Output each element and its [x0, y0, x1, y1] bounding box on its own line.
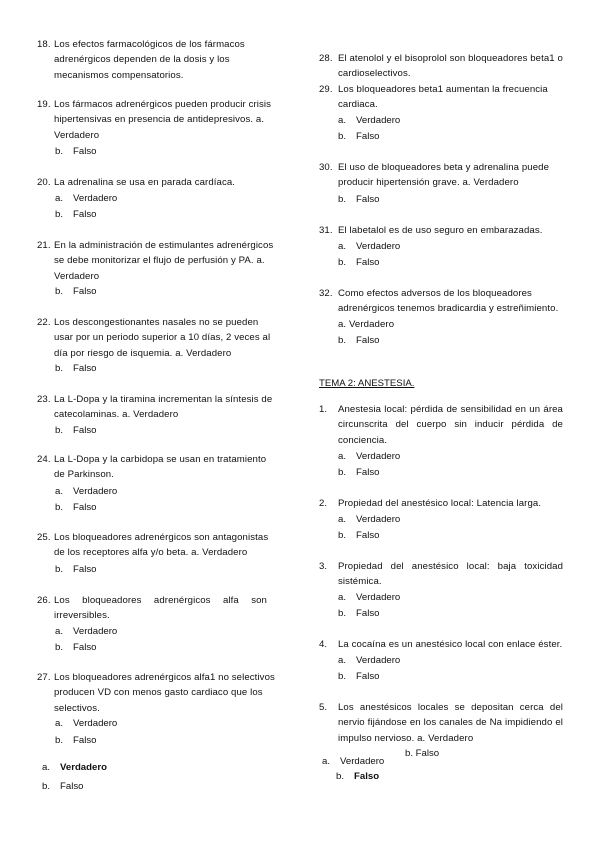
- option-b[interactable]: [338, 465, 379, 480]
- option-b[interactable]: [55, 361, 96, 376]
- question-number: 26.: [37, 595, 51, 606]
- option-letter: b.: [55, 363, 64, 374]
- footer-option-a[interactable]: [322, 754, 384, 769]
- anestesia-question-3: [319, 559, 563, 590]
- question-32: [319, 286, 565, 332]
- question-text: Como efectos adversos de los bloqueadores adrenérgicos tenemos bradicardia y estreñimiento. a. Verdadero: [338, 288, 559, 330]
- question-text: El atenolol y el bisoprolol son bloqueadores beta1 o cardioselectivos.: [338, 53, 563, 80]
- option-letter: a.: [55, 193, 64, 204]
- question-text: En la administración de estimulantes adrenérgicos se debe monitorizar el flujo de perfusión y PA. a. Verdadero: [54, 240, 274, 282]
- option-a[interactable]: [338, 113, 400, 128]
- question-text: La L-Dopa y la carbidopa se usan en tratamiento de Parkinson.: [54, 454, 267, 481]
- option-letter: a.: [42, 762, 51, 773]
- question-26: [37, 593, 267, 624]
- option-text: Falso: [356, 131, 380, 142]
- question-text: Los anestésicos locales se depositan cerca del nervio fijándose en los canales de Na impidiendo el impulso nervioso. a. Verdadero: [338, 702, 563, 744]
- question-text: Propiedad del anestésico local: Latencia larga.: [338, 498, 542, 509]
- option-b[interactable]: [338, 192, 379, 207]
- option-b[interactable]: [338, 255, 379, 270]
- option-letter: b.: [55, 564, 64, 575]
- option-text: Falso: [60, 781, 84, 792]
- question-text: Los fármacos adrenérgicos pueden producir crisis hipertensivas en presencia de antidepresivos. a. Verdadero: [54, 99, 272, 141]
- question-number: 32.: [319, 288, 333, 299]
- question-18: [37, 37, 277, 83]
- question-text: Los bloqueadores adrenérgicos alfa1 no selectivos producen VD con menos gasto cardiaco que los selectivos.: [54, 672, 275, 714]
- question-number: 20.: [37, 177, 51, 188]
- question-28: [319, 51, 565, 82]
- option-letter: a.: [55, 626, 64, 637]
- option-letter: a.: [338, 241, 347, 252]
- option-letter: b.: [336, 771, 345, 782]
- option-text: Falso: [73, 363, 97, 374]
- option-b[interactable]: [55, 144, 96, 159]
- question-21: [37, 238, 279, 284]
- footer-option-b[interactable]: [42, 779, 83, 794]
- question-number: 25.: [37, 532, 51, 543]
- option-letter: b.: [338, 194, 347, 205]
- option-letter: b.: [338, 257, 347, 268]
- question-text: Los bloqueadores adrenérgicos son antagonistas de los receptores alfa y/o beta. a. Verdadero: [54, 532, 269, 559]
- option-letter: b.: [338, 530, 347, 541]
- option-text: b. Falso: [405, 748, 440, 759]
- question-text: Anestesia local: pérdida de sensibilidad en un área circunscrita del cuerpo sin inducir pérdida de conciencia.: [338, 404, 563, 446]
- option-text: Verdadero: [356, 115, 401, 126]
- option-text: Falso: [356, 530, 380, 541]
- floating-option-b[interactable]: [405, 746, 439, 761]
- option-letter: b.: [338, 608, 347, 619]
- option-text: Falso: [73, 564, 97, 575]
- option-b[interactable]: [55, 640, 96, 655]
- question-number: 5.: [319, 702, 328, 713]
- question-text: La cocaína es un anestésico local con enlace éster.: [338, 639, 563, 650]
- option-text: Falso: [356, 335, 380, 346]
- option-text: Falso: [356, 467, 380, 478]
- question-29: [319, 82, 565, 113]
- question-text: Los bloqueadores adrenérgicos alfa son irreversibles.: [54, 595, 267, 622]
- option-text: Falso: [73, 502, 97, 513]
- question-number: 27.: [37, 672, 51, 683]
- option-text: Falso: [73, 642, 97, 653]
- question-19: [37, 97, 277, 143]
- option-letter: a.: [55, 486, 64, 497]
- question-number: 1.: [319, 404, 328, 415]
- option-letter: b.: [55, 146, 64, 157]
- option-letter: b.: [55, 642, 64, 653]
- question-number: 18.: [37, 39, 51, 50]
- question-number: 31.: [319, 225, 333, 236]
- option-text: Verdadero: [356, 451, 401, 462]
- option-b[interactable]: [55, 733, 96, 748]
- question-number: 23.: [37, 394, 51, 405]
- option-text: Falso: [73, 735, 97, 746]
- question-22: [37, 315, 279, 361]
- option-b[interactable]: [338, 606, 379, 621]
- question-number: 24.: [37, 454, 51, 465]
- option-letter: a.: [55, 718, 64, 729]
- question-text: Propiedad del anestésico local: baja toxicidad sistémica.: [338, 561, 563, 588]
- question-24: [37, 452, 279, 483]
- option-b[interactable]: [338, 669, 379, 684]
- question-text: La L-Dopa y la tiramina incrementan la síntesis de catecolaminas. a. Verdadero: [54, 394, 273, 421]
- question-31: [319, 223, 565, 238]
- option-letter: b.: [338, 131, 347, 142]
- anestesia-question-5: [319, 700, 563, 746]
- question-text: El labetalol es de uso seguro en embarazadas.: [338, 225, 543, 236]
- anestesia-question-1: [319, 402, 563, 448]
- question-number: 21.: [37, 240, 51, 251]
- option-letter: b.: [338, 335, 347, 346]
- question-text: Los efectos farmacológicos de los fármacos adrenérgicos dependen de la dosis y los mecanismos compensatorios.: [54, 39, 245, 81]
- option-text: Falso: [356, 608, 380, 619]
- option-letter: b.: [55, 502, 64, 513]
- option-b[interactable]: [55, 562, 96, 577]
- option-a[interactable]: [338, 449, 400, 464]
- option-b[interactable]: [338, 129, 379, 144]
- question-text: Los bloqueadores beta1 aumentan la frecuencia cardiaca.: [338, 84, 548, 111]
- option-a[interactable]: [338, 239, 400, 254]
- option-letter: b.: [338, 671, 347, 682]
- option-b[interactable]: [338, 528, 379, 543]
- question-number: 19.: [37, 99, 51, 110]
- option-a[interactable]: [55, 484, 117, 499]
- anestesia-question-4: [319, 637, 569, 652]
- option-a[interactable]: [338, 653, 400, 668]
- option-text: Falso: [356, 194, 380, 205]
- option-text: Verdadero: [60, 762, 107, 773]
- option-a[interactable]: [338, 590, 400, 605]
- option-b[interactable]: [338, 333, 379, 348]
- question-25: [37, 530, 279, 561]
- option-text: Verdadero: [356, 241, 401, 252]
- option-text: Verdadero: [73, 626, 118, 637]
- option-letter: b.: [42, 781, 51, 792]
- option-text: Verdadero: [356, 514, 401, 525]
- option-letter: a.: [338, 655, 347, 666]
- option-a[interactable]: [338, 512, 400, 527]
- question-23: [37, 392, 279, 423]
- option-text: Falso: [73, 425, 97, 436]
- option-text: Verdadero: [73, 718, 118, 729]
- question-number: 4.: [319, 639, 328, 650]
- option-text: Verdadero: [73, 486, 118, 497]
- option-text: Verdadero: [340, 756, 385, 767]
- option-letter: b.: [55, 735, 64, 746]
- anestesia-question-2: [319, 496, 565, 511]
- question-number: 22.: [37, 317, 51, 328]
- question-30: [319, 160, 565, 191]
- footer-option-a[interactable]: [42, 760, 107, 775]
- option-text: Verdadero: [356, 655, 401, 666]
- section-heading: TEMA 2: ANESTESIA.: [319, 378, 415, 389]
- question-number: 28.: [319, 53, 333, 64]
- option-letter: b.: [55, 286, 64, 297]
- question-number: 3.: [319, 561, 328, 572]
- option-letter: a.: [338, 451, 347, 462]
- option-letter: a.: [322, 756, 331, 767]
- option-b[interactable]: [55, 500, 96, 515]
- option-text: Falso: [356, 257, 380, 268]
- option-text: Falso: [73, 146, 97, 157]
- option-b[interactable]: [55, 284, 96, 299]
- option-b[interactable]: [55, 423, 96, 438]
- question-number: 2.: [319, 498, 328, 509]
- question-20: [37, 175, 277, 190]
- option-letter: b.: [55, 209, 64, 220]
- option-text: Falso: [73, 286, 97, 297]
- option-letter: a.: [338, 115, 347, 126]
- option-a[interactable]: [55, 716, 117, 731]
- question-27: [37, 670, 279, 716]
- option-a[interactable]: [55, 624, 117, 639]
- option-letter: a.: [338, 592, 347, 603]
- option-a[interactable]: [55, 191, 117, 206]
- option-text: Verdadero: [73, 193, 118, 204]
- option-text: Falso: [356, 671, 380, 682]
- option-letter: b.: [338, 467, 347, 478]
- question-number: 30.: [319, 162, 333, 173]
- question-number: 29.: [319, 84, 333, 95]
- question-text: El uso de bloqueadores beta y adrenalina puede producir hipertensión grave. a. Verdadero: [338, 162, 550, 189]
- option-text: Falso: [354, 771, 380, 782]
- question-text: Los descongestionantes nasales no se pueden usar por un periodo superior a 10 días, 2 veces al día por riesgo de isquemia. a. Verdadero: [54, 317, 271, 359]
- option-letter: a.: [338, 514, 347, 525]
- question-text: La adrenalina se usa en parada cardíaca.: [54, 177, 236, 188]
- option-text: Verdadero: [356, 592, 401, 603]
- footer-option-b[interactable]: [336, 769, 379, 784]
- option-text: Falso: [73, 209, 97, 220]
- option-letter: b.: [55, 425, 64, 436]
- option-b[interactable]: [55, 207, 96, 222]
